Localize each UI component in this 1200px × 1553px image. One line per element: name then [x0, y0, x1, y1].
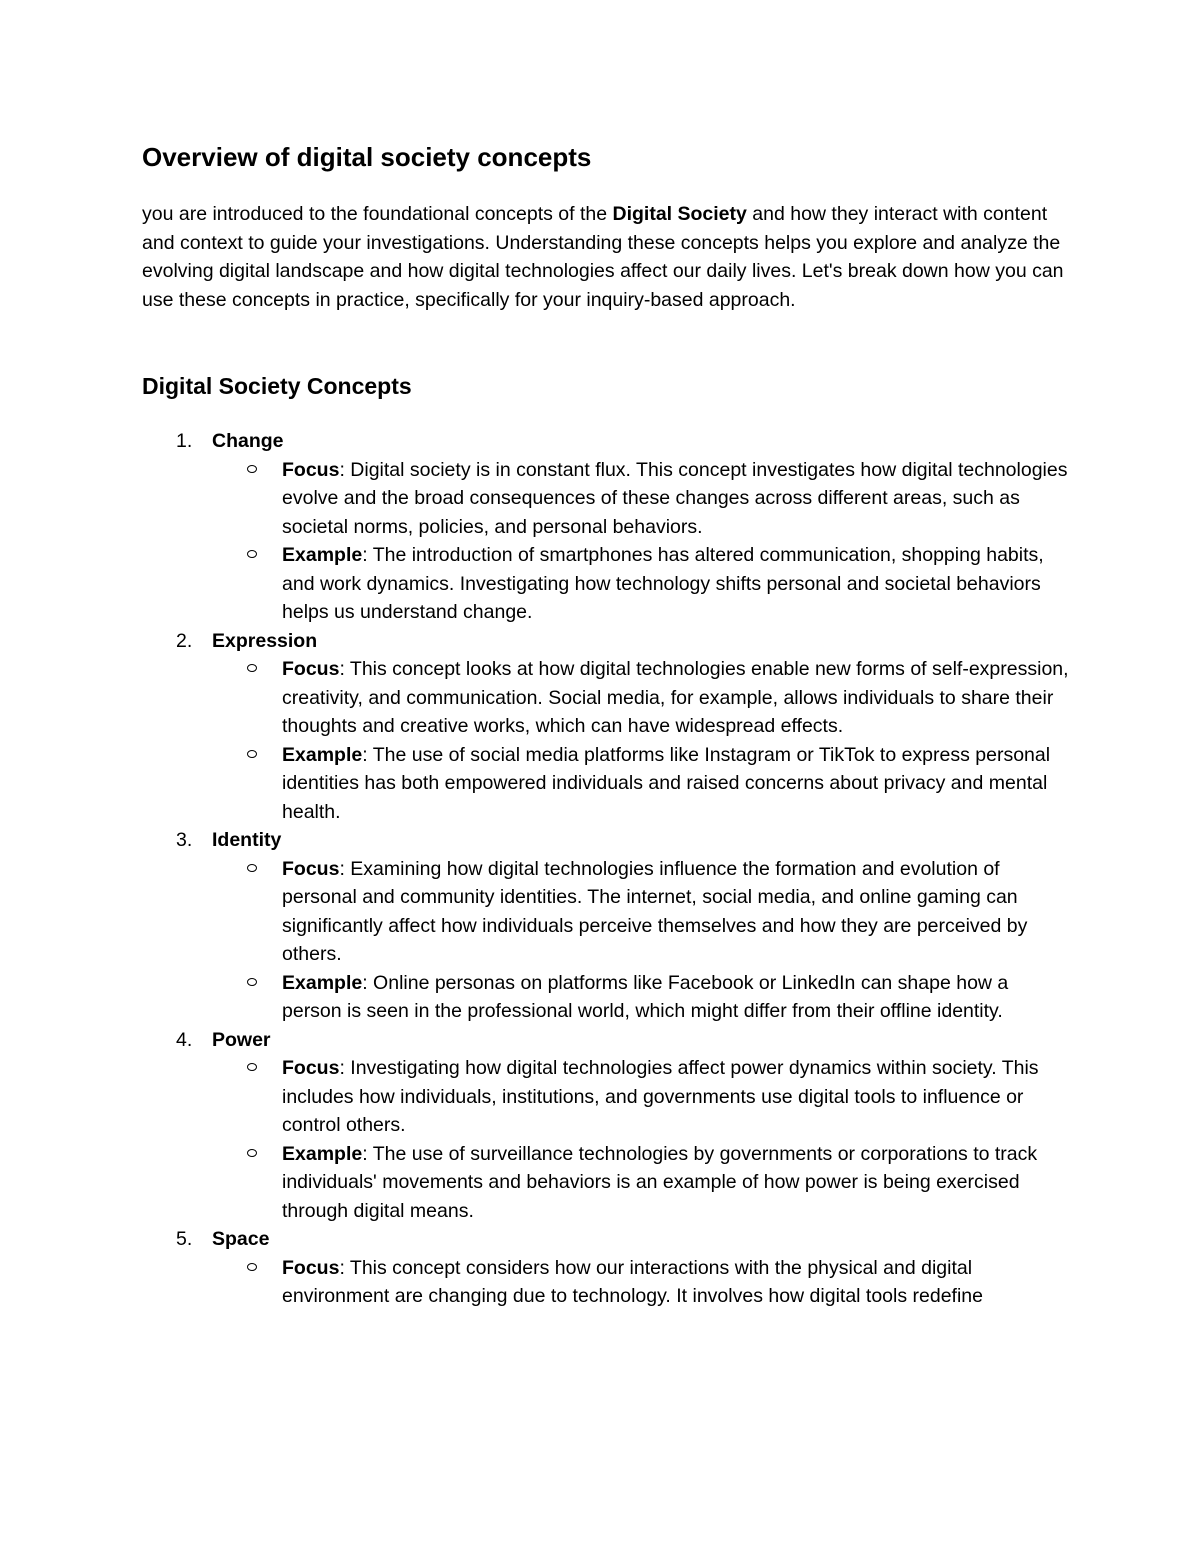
- concept-details: [212, 456, 1072, 627]
- focus-item: [212, 655, 1072, 741]
- focus-label: Focus: [282, 458, 340, 481]
- section-heading: Digital Society Concepts: [142, 373, 412, 399]
- hollow-bullet-icon: [247, 664, 257, 672]
- hollow-bullet-icon: [247, 1263, 257, 1271]
- concept-item-change: [142, 427, 1072, 627]
- example-label: Example: [282, 544, 363, 566]
- focus-text: : Examining how digital technologies influence the formation and evolution of personal and community identities. The internet, social media, and online gaming can significantly affect how individuals perceive themselves and how they are perceived by others.: [282, 857, 1028, 965]
- focus-text: : Digital society is in constant flux. This concept investigates how digital technologies evolve and the broad consequences of these changes across different areas, such as societal norms, policies, and personal behaviors.: [282, 458, 1068, 538]
- concept-title: Power: [212, 1028, 271, 1051]
- intro-text-after: and how they interact with content and context to guide your investigations. Understanding these concepts helps you explore and analyze the evolving digital landscape and how digital technologies affect our daily lives. Let's break down how you can use these concepts in practice, specifically for your inquiry-based approach.: [142, 203, 1064, 311]
- hollow-bullet-icon: [247, 750, 257, 758]
- concept-details: [212, 655, 1072, 826]
- hollow-bullet-icon: [247, 864, 257, 872]
- example-item: [212, 541, 1072, 627]
- concept-number: 2.: [176, 629, 193, 652]
- focus-item: [212, 855, 1072, 969]
- hollow-bullet-icon: [247, 978, 257, 986]
- focus-text: : Investigating how digital technologies affect power dynamics within society. This includes how individuals, institutions, and governments use digital tools to influence or control others.: [282, 1057, 1039, 1136]
- concept-title: Expression: [212, 629, 318, 652]
- example-label: Example: [282, 971, 363, 994]
- focus-label: Focus: [282, 857, 340, 880]
- hollow-bullet-icon: [247, 550, 257, 558]
- focus-label: Focus: [282, 658, 340, 680]
- intro-text-before: you are introduced to the foundational concepts of the: [142, 203, 613, 225]
- example-text: : The use of surveillance technologies by governments or corporations to track individuals' movements and behaviors is an example of how power is being exercised through digital means.: [282, 1142, 1038, 1222]
- intro-paragraph: [142, 200, 1072, 314]
- concept-item-power: [142, 1026, 1072, 1226]
- example-item: [212, 741, 1072, 827]
- example-text: : The use of social media platforms like Instagram or TikTok to express personal identities has both empowered individuals and raised concerns about privacy and mental health.: [282, 743, 1051, 823]
- example-item: [212, 1140, 1072, 1226]
- concept-title: Identity: [212, 829, 282, 851]
- focus-label: Focus: [282, 1256, 340, 1279]
- page-title: Overview of digital society concepts: [142, 142, 592, 172]
- hollow-bullet-icon: [247, 1149, 257, 1157]
- concept-number: 1.: [176, 430, 193, 452]
- concept-title: Space: [212, 1228, 270, 1250]
- focus-item: [212, 456, 1072, 542]
- example-label: Example: [282, 1142, 363, 1165]
- concept-number: 5.: [176, 1228, 193, 1250]
- concept-item-expression: [142, 627, 1072, 827]
- concepts-list: [142, 427, 1072, 1311]
- concept-title: Change: [212, 430, 284, 452]
- concept-number: 4.: [176, 1028, 193, 1051]
- focus-item: [212, 1054, 1072, 1140]
- example-text: : The introduction of smartphones has altered communication, shopping habits, and work dynamics. Investigating how technology shifts personal and societal behaviors helps us understand change.: [282, 544, 1044, 623]
- focus-text: : This concept looks at how digital technologies enable new forms of self-expression, creativity, and communication. Social media, for example, allows individuals to share their thoughts and creative works, which can have widespread effects.: [282, 658, 1069, 737]
- focus-item: [212, 1254, 1072, 1311]
- concept-item-identity: [142, 826, 1072, 1026]
- example-item: [212, 969, 1072, 1026]
- intro-bold-term: Digital Society: [612, 203, 747, 225]
- example-text: : Online personas on platforms like Facebook or LinkedIn can shape how a person is seen in the professional world, which might differ from their offline identity.: [282, 971, 1009, 1022]
- hollow-bullet-icon: [247, 465, 257, 473]
- focus-label: Focus: [282, 1057, 340, 1079]
- hollow-bullet-icon: [247, 1063, 257, 1071]
- concept-details: [212, 1254, 1072, 1311]
- concept-details: [212, 855, 1072, 1026]
- concept-number: 3.: [176, 829, 193, 851]
- focus-text: : This concept considers how our interactions with the physical and digital environment are changing due to technology. It involves how digital tools redefine: [282, 1256, 983, 1307]
- example-label: Example: [282, 743, 363, 766]
- concept-item-space: [142, 1225, 1072, 1311]
- concept-details: [212, 1054, 1072, 1225]
